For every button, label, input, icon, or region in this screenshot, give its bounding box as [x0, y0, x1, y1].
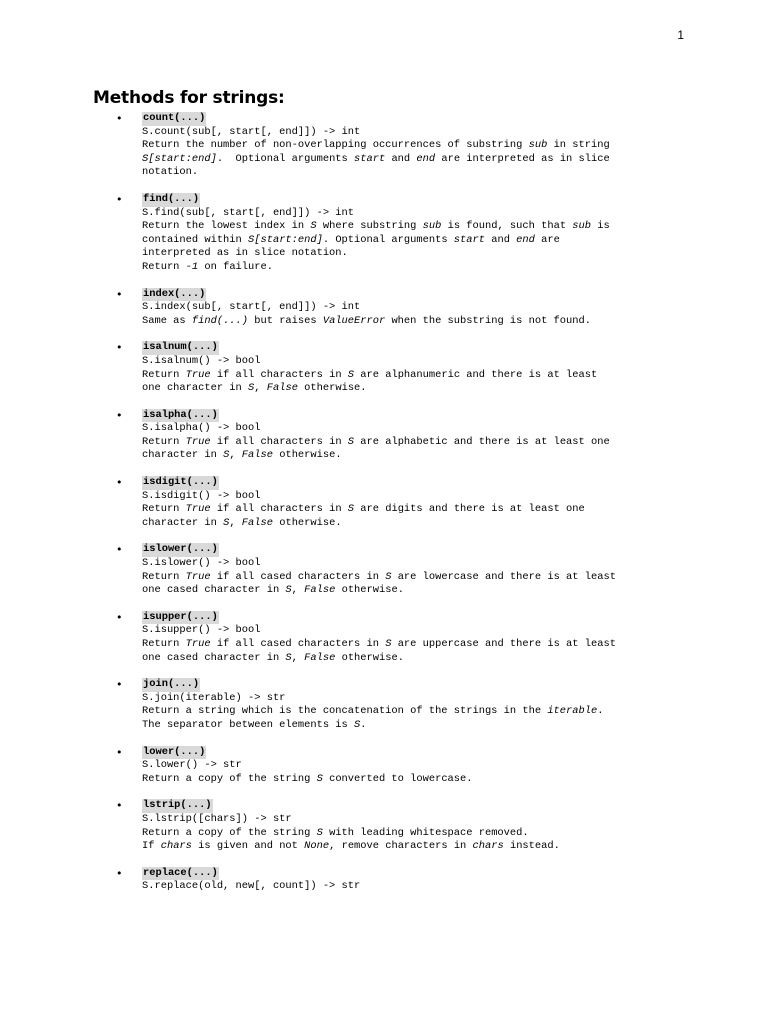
description-text: is given and not — [191, 840, 305, 853]
method-signature: S.isupper() -> bool — [142, 624, 261, 637]
description-text: Return — [142, 435, 186, 448]
method-item — [116, 193, 696, 275]
description-text: Same as — [142, 314, 192, 327]
description-text: if all characters in — [210, 503, 348, 516]
description-text: one cased character in — [142, 584, 286, 597]
description-text: interpreted as in slice notation. — [142, 247, 348, 260]
bullet-icon: • — [116, 799, 123, 813]
italic-term: ValueError — [322, 314, 386, 327]
italic-term: iterable — [547, 705, 598, 718]
italic-term: None — [304, 840, 330, 853]
bullet-icon: • — [116, 678, 123, 692]
bullet-icon: • — [116, 610, 123, 624]
method-description-line — [142, 247, 696, 261]
italic-term: S[start:end] — [248, 233, 323, 246]
method-name: count(...) — [143, 112, 206, 124]
method-signature: S.isalpha() -> bool — [142, 422, 261, 435]
method-signature: S.replace(old, new[, count]) -> str — [142, 880, 361, 893]
method-name: lower(...) — [143, 745, 206, 758]
method-item — [116, 341, 696, 395]
italic-term: S — [354, 718, 361, 731]
method-name: index(...) — [143, 287, 206, 300]
method-description-line — [142, 571, 696, 585]
method-description-line — [142, 584, 696, 598]
method-description-line — [142, 719, 696, 733]
method-item — [116, 409, 696, 463]
description-text: Return the lowest index in — [142, 220, 311, 233]
bullet-icon: • — [116, 543, 123, 557]
method-item — [116, 288, 696, 329]
bullet-icon: • — [116, 408, 123, 422]
method-name: lstrip(...) — [143, 799, 212, 812]
method-list — [116, 112, 696, 907]
description-text: when the substring is not found. — [385, 314, 591, 327]
description-text: if all cased characters in — [210, 638, 386, 650]
description-text: Return a string which is the concatenation of the strings in the — [142, 705, 548, 718]
method-description-line — [142, 840, 696, 854]
italic-term: S — [248, 382, 255, 395]
description-text: is — [591, 220, 610, 233]
method-signature: S.lstrip([chars]) -> str — [142, 812, 292, 825]
italic-term: chars — [472, 840, 504, 853]
italic-term: False — [241, 449, 273, 462]
description-text: in string — [547, 139, 610, 152]
bullet-icon: • — [116, 866, 123, 880]
page-number: 1 — [677, 28, 684, 42]
method-description-line — [142, 449, 696, 463]
method-name: islower(...) — [143, 543, 218, 556]
description-text: Return — [142, 260, 186, 273]
description-text: instead. — [503, 840, 560, 853]
italic-term: True — [185, 638, 211, 650]
bullet-icon: • — [116, 745, 123, 759]
italic-term: sub — [528, 139, 548, 152]
method-description-line — [142, 827, 696, 841]
description-text: . Optional arguments — [216, 152, 355, 165]
italic-term: S — [347, 503, 355, 516]
method-item — [116, 611, 696, 665]
method-description-line — [142, 652, 696, 666]
italic-term: S — [385, 638, 392, 650]
bullet-icon: • — [116, 112, 123, 125]
italic-term: find(...) — [191, 314, 249, 327]
description-text: otherwise. — [297, 382, 367, 395]
method-description-line — [142, 517, 696, 531]
description-text: . Optional arguments — [322, 233, 454, 246]
bullet-icon: • — [116, 192, 123, 206]
method-signature: S.find(sub[, start[, end]]) -> int — [142, 206, 355, 219]
italic-term: True — [185, 570, 211, 583]
method-item — [116, 112, 696, 180]
description-text: Return — [142, 503, 186, 516]
description-text: but raises — [248, 314, 323, 327]
method-description-line — [142, 369, 696, 383]
description-text: , — [229, 449, 242, 462]
description-text: character in — [142, 449, 224, 462]
method-description-line — [142, 773, 696, 787]
method-description-line — [142, 139, 696, 153]
description-text: one character in — [142, 382, 249, 395]
italic-term: S — [310, 220, 317, 233]
method-name: isupper(...) — [143, 610, 218, 623]
description-text: , — [229, 516, 242, 529]
method-item — [116, 867, 696, 894]
description-text: are digits and there is at least one — [354, 503, 585, 516]
bullet-icon: • — [116, 287, 123, 301]
description-text: are uppercase and there is at least — [391, 638, 616, 650]
italic-term: S — [285, 651, 292, 664]
description-text: Return a copy of the string — [142, 826, 317, 839]
method-description-line — [142, 503, 696, 517]
description-text: with leading whitespace removed. — [322, 826, 529, 839]
description-text: . — [597, 705, 604, 718]
description-text: otherwise. — [272, 516, 342, 529]
method-signature: S.isdigit() -> bool — [142, 489, 261, 502]
italic-term: S — [385, 570, 392, 583]
method-description-line — [142, 153, 696, 167]
description-text: are lowercase and there is at least — [391, 570, 616, 583]
description-text: Return the number of non-overlapping occurrences of substring — [142, 139, 529, 152]
method-description-line — [142, 638, 696, 652]
italic-term: chars — [160, 840, 192, 853]
method-description-line — [142, 436, 696, 450]
description-text: . — [360, 718, 367, 731]
description-text: Return — [142, 638, 186, 650]
italic-term: True — [185, 368, 211, 381]
method-item — [116, 543, 696, 597]
italic-term: S — [316, 826, 323, 839]
bullet-icon: • — [116, 341, 123, 355]
method-description-line — [142, 166, 696, 180]
description-text: , — [291, 584, 305, 597]
italic-term: S — [285, 584, 292, 597]
method-name: find(...) — [143, 192, 200, 205]
description-text: otherwise. — [335, 584, 404, 597]
method-item — [116, 799, 696, 853]
italic-term: end — [416, 152, 436, 165]
description-text: converted to lowercase. — [322, 772, 473, 785]
italic-term: False — [241, 516, 273, 529]
description-text: if all cased characters in — [210, 570, 386, 583]
italic-term: start — [354, 152, 386, 165]
italic-term: end — [516, 233, 535, 246]
italic-term: False — [266, 382, 298, 395]
italic-term: S — [223, 449, 230, 462]
method-item — [116, 746, 696, 787]
description-text: notation. — [142, 166, 199, 179]
description-text: , remove characters in — [329, 840, 473, 853]
description-text: are — [534, 233, 560, 246]
description-text: on failure. — [198, 260, 273, 273]
italic-term: False — [304, 651, 336, 664]
method-item — [116, 678, 696, 732]
method-signature: S.index(sub[, start[, end]]) -> int — [142, 301, 361, 314]
method-name: join(...) — [143, 678, 200, 691]
italic-term: S — [347, 435, 355, 448]
description-text: is found, such that — [441, 220, 573, 233]
method-description-line — [142, 315, 696, 329]
description-text: and — [484, 233, 517, 246]
method-description-line — [142, 382, 696, 396]
description-text: Return a copy of the string — [142, 772, 317, 785]
description-text: otherwise. — [335, 651, 404, 664]
method-signature: S.islower() -> bool — [142, 557, 261, 570]
italic-term: S — [223, 516, 230, 529]
method-signature: S.join(iterable) -> str — [142, 691, 286, 704]
method-description-line — [142, 705, 696, 719]
description-text: and — [385, 152, 417, 165]
method-item — [116, 476, 696, 530]
description-text: are interpreted as in slice — [435, 152, 610, 165]
description-text: if all characters in — [210, 435, 348, 448]
method-description-line — [142, 220, 696, 234]
description-text: character in — [142, 516, 224, 529]
italic-term: S — [316, 772, 323, 785]
italic-term: start — [453, 233, 485, 246]
method-description-line — [142, 261, 696, 275]
method-name: replace(...) — [143, 866, 218, 879]
method-name: isalpha(...) — [143, 408, 218, 421]
description-text: If — [142, 840, 161, 853]
italic-term: sub — [422, 220, 442, 233]
bullet-icon: • — [116, 476, 123, 490]
italic-term: -1 — [185, 260, 199, 273]
method-signature: S.lower() -> str — [142, 759, 242, 772]
page-heading: Methods for strings: — [93, 88, 285, 108]
method-name: isalnum(...) — [143, 341, 218, 354]
description-text: if all characters in — [210, 368, 348, 381]
italic-term: True — [185, 435, 211, 448]
italic-term: S[start:end] — [142, 152, 217, 165]
italic-term: False — [304, 584, 336, 597]
method-name: isdigit(...) — [143, 476, 218, 489]
description-text: contained within — [142, 233, 249, 246]
description-text: are alphabetic and there is at least one — [354, 435, 610, 448]
description-text: Return — [142, 570, 186, 583]
method-signature: S.count(sub[, start[, end]]) -> int — [142, 125, 361, 138]
description-text: are alphanumeric and there is at least — [354, 368, 598, 381]
method-signature: S.isalnum() -> bool — [142, 354, 261, 367]
description-text: one cased character in — [142, 651, 286, 664]
italic-term: S — [347, 368, 355, 381]
description-text: otherwise. — [272, 449, 342, 462]
italic-term: sub — [572, 220, 592, 233]
description-text: Return — [142, 368, 186, 381]
description-text: where substring — [316, 220, 423, 233]
italic-term: True — [185, 503, 211, 516]
method-description-line — [142, 234, 696, 248]
description-text: The separator between elements is — [142, 718, 355, 731]
description-text: , — [291, 651, 305, 664]
description-text: , — [254, 382, 267, 395]
